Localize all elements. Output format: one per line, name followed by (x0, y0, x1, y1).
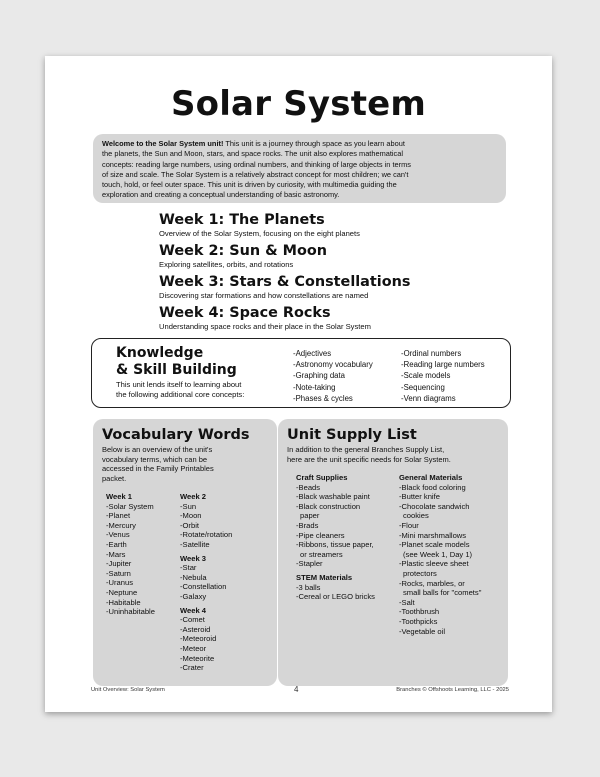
list-item: protectors (403, 568, 437, 578)
list-item: -Mars (106, 549, 126, 559)
skills-desc-line: This unit lends itself to learning about (116, 380, 242, 389)
intro-box (93, 134, 506, 203)
intro-line: This unit is a journey through space as you learn about (223, 139, 405, 148)
list-item: -Uninhabitable (106, 607, 155, 617)
week-title: Week 1: The Planets (159, 212, 325, 228)
list-item: -Planet (106, 511, 131, 521)
list-item: -Butter knife (399, 492, 440, 502)
week-subtitle: Exploring satellites, orbits, and rotations (159, 260, 294, 269)
list-item: -Salt (399, 597, 415, 607)
supply-heading: Craft Supplies (296, 473, 348, 482)
skills-title-line: & Skill Building (116, 362, 237, 378)
skills-description (116, 380, 291, 399)
list-item: -Beads (296, 482, 321, 492)
desc-line: accessed in the Family Printables (102, 464, 214, 474)
list-item: -Scale models (401, 371, 451, 381)
supply-description (287, 445, 451, 464)
list-item: -Cereal or LEGO bricks (296, 592, 375, 602)
skills-box (91, 338, 511, 408)
vocab-weeks-2-4 (180, 492, 232, 673)
list-item: -Crater (180, 663, 204, 673)
list-item: -Phases & cycles (293, 393, 353, 403)
list-item: -Saturn (106, 568, 131, 578)
list-item: -Galaxy (180, 591, 207, 601)
list-item: -Comet (180, 615, 205, 625)
list-item: -Nebula (180, 572, 207, 582)
week-title: Week 2: Sun & Moon (159, 243, 328, 259)
list-item: -Sun (180, 501, 197, 511)
vocabulary-description (102, 445, 214, 483)
week-title: Week 4: Space Rocks (159, 305, 331, 321)
list-item: small balls for "comets" (403, 588, 482, 598)
list-item: -Uranus (106, 578, 134, 588)
desc-line: In addition to the general Branches Supply List, (287, 445, 445, 454)
vocab-week1 (106, 492, 155, 617)
vocab-week-heading: Week 1 (106, 492, 133, 501)
supply-heading: STEM Materials (296, 572, 353, 582)
desc-line: here are the unit specific needs for Solar System. (287, 454, 451, 464)
list-item: -Black washable paint (296, 492, 370, 502)
week-subtitle: Overview of the Solar System, focusing on the eight planets (159, 229, 360, 238)
page-number: 4 (294, 685, 299, 694)
list-item: -Constellation (180, 582, 227, 592)
list-item: cookies (403, 511, 429, 521)
week-item (159, 212, 489, 243)
list-item: -Venus (106, 530, 130, 540)
list-item: -Mini marshmallows (399, 530, 467, 540)
list-item: -Meteoroid (180, 634, 217, 644)
desc-line: packet. (102, 473, 127, 483)
list-item: -Planet scale models (399, 540, 470, 550)
list-item: or streamers (300, 549, 343, 559)
list-item: -Satellite (180, 539, 210, 549)
list-item: -Pipe cleaners (296, 530, 345, 540)
list-item: -Orbit (180, 520, 199, 530)
supply-panel (278, 419, 508, 686)
week-subtitle: Understanding space rocks and their place in the Solar System (159, 322, 371, 331)
vocab-week-heading: Week 4 (180, 605, 207, 615)
weeks-list (159, 212, 489, 336)
list-item: -Meteor (180, 643, 207, 653)
intro-line: exploration and creating a conceptual understanding of basic astronomy. (102, 190, 340, 200)
list-item: -Sequencing (401, 382, 445, 392)
list-item: -Earth (106, 539, 127, 549)
list-item: -Adjectives (293, 349, 332, 358)
list-item: -Flour (399, 520, 419, 530)
vocab-week-heading: Week 2 (180, 492, 207, 501)
week-item (159, 243, 489, 274)
intro-line: of size and scale. The Solar System is a relatively abstract concept for most children; we can't (102, 169, 409, 179)
list-item: -Venn diagrams (401, 393, 456, 403)
desc-line: vocabulary terms, which can be (102, 454, 208, 464)
list-item: -Astronomy vocabulary (293, 360, 373, 370)
list-item: -Jupiter (106, 559, 132, 569)
list-item: -Black construction (296, 501, 361, 511)
list-item: -Toothbrush (399, 607, 440, 617)
core-concepts-col1 (293, 348, 373, 404)
skills-title (116, 345, 237, 379)
core-concepts-col2 (401, 348, 485, 404)
list-item: -Stapler (296, 559, 323, 569)
list-item: -Graphing data (293, 371, 346, 381)
footer-right: Branches © Offshoots Learning, LLC - 2025 (396, 687, 509, 693)
skills-title-line: Knowledge (116, 345, 204, 361)
list-item: -Solar System (106, 501, 154, 511)
intro-lead: Welcome to the Solar System unit! (102, 139, 224, 148)
list-item: -Ribbons, tissue paper, (296, 540, 374, 550)
list-item: -Brads (296, 520, 319, 530)
week-title: Week 3: Stars & Constellations (159, 274, 411, 290)
list-item: -Asteroid (180, 624, 211, 634)
list-item: -Habitable (106, 597, 141, 607)
week-subtitle: Discovering star formations and how constellations are named (159, 291, 369, 300)
list-item: -Note-taking (293, 382, 336, 392)
list-item: -Plastic sleeve sheet (399, 559, 469, 569)
list-item: -Vegetable oil (399, 626, 446, 636)
intro-line: concepts: reading large numbers, using ordinal numbers, and thinking of large objects in terms (102, 159, 411, 169)
list-item: -Black food coloring (399, 482, 466, 492)
list-item: -Moon (180, 511, 202, 521)
vocab-week-heading: Week 3 (180, 553, 207, 563)
intro-line: the planets, the Sun and Moon, stars, and space rocks. The unit also explores mathematical (102, 149, 403, 159)
list-item: paper (300, 511, 320, 521)
vocabulary-panel (93, 419, 277, 686)
list-item: -Chocolate sandwich (399, 501, 470, 511)
supply-heading: General Materials (399, 473, 463, 482)
supply-title: Unit Supply List (287, 427, 417, 443)
list-item: -3 balls (296, 582, 321, 592)
skills-desc-line: the following additional core concepts: (116, 389, 245, 399)
document-page (45, 56, 552, 712)
vocabulary-title: Vocabulary Words (102, 427, 250, 443)
list-item: -Neptune (106, 587, 138, 597)
intro-line: touch, hold, or feel outer space. This unit is driven by curiosity, with multimedia guiding the (102, 180, 397, 190)
page-title: Solar System (170, 84, 427, 124)
list-item: -Meteorite (180, 653, 215, 663)
list-item: -Rotate/rotation (180, 530, 233, 540)
week-item (159, 305, 489, 336)
craft-supplies (296, 473, 375, 602)
general-materials (399, 473, 481, 636)
list-item: (see Week 1, Day 1) (403, 549, 473, 559)
list-item: -Toothpicks (399, 616, 438, 626)
footer-left: Unit Overview: Solar System (91, 687, 165, 693)
list-item: -Reading large numbers (401, 360, 485, 370)
desc-line: Below is an overview of the unit's (102, 445, 213, 454)
list-item: -Star (180, 563, 197, 573)
list-item: -Ordinal numbers (401, 349, 462, 358)
week-item (159, 274, 489, 305)
list-item: -Rocks, marbles, or (399, 578, 465, 588)
list-item: -Mercury (106, 520, 136, 530)
